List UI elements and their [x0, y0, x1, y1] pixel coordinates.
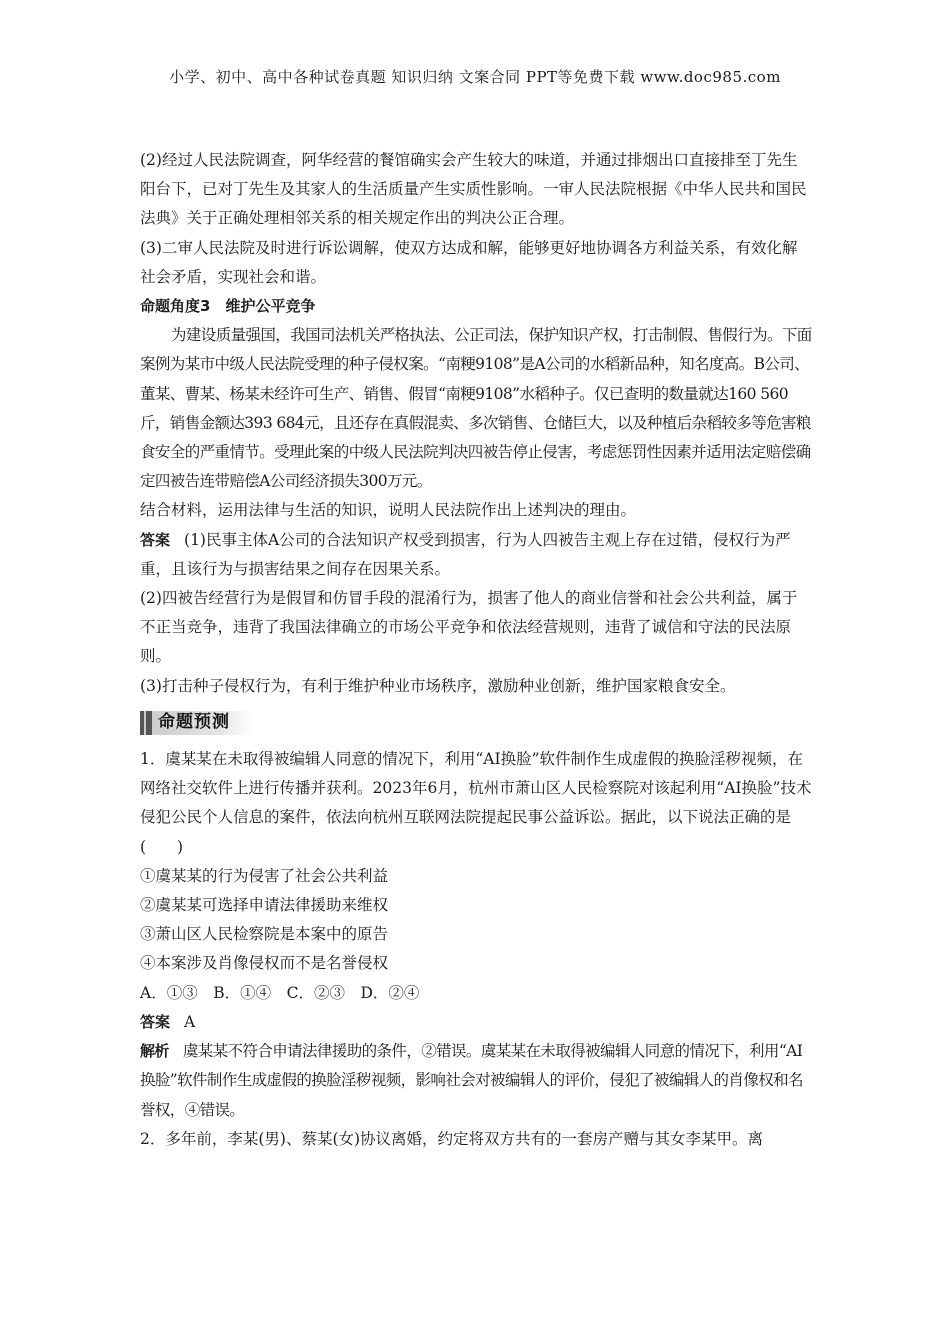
angle3-answer-1 [140, 526, 812, 584]
q2-stem: 2．多年前，李某(男)、蔡某(女)协议离婚，约定将双方共有的一套房产赠与其女李某甲。离 [140, 1129, 764, 1148]
answer-label: 答案 [140, 1012, 171, 1031]
q1-option-3: ③萧山区人民检察院是本案中的原告 [140, 925, 389, 944]
analysis-label: 解析 [140, 1042, 169, 1061]
q1-option-1: ①虞某某的行为侵害了社会公共利益 [140, 866, 389, 885]
q1-stem: 1．虞某某在未取得被编辑人同意的情况下，利用“AI换脸”软件制作生成虚假的换脸淫秽视频，在网络社交软件上进行传播并获利。2023年6月，杭州市萧山区人民检察院对该起利用“AI换脸”技术侵犯公民个人信息的案件，依法向杭州互联网法院提起民事公益诉讼。据此，以下说法正确的是( ) [140, 750, 812, 856]
angle3-answer-2: (2)四被告经营行为是假冒和仿冒手段的混淆行为，损害了他人的商业信誉和社会公共利益，属于不正当竞争，违背了我国法律确立的市场公平竞争和依法经营规则，违背了诚信和守法的民法原则。 [140, 589, 798, 666]
q1-choices: A．①③ B．①④ C．②③ D．②④ [140, 983, 420, 1002]
prev-answer-2: (2)经过人民法院调查，阿华经营的餐馆确实会产生较大的味道，并通过排烟出口直接排至丁先生阳台下，已对丁先生及其家人的生活质量产生实质性影响。一审人民法院根据《中华人民共和国民法典》关于正确处理相邻关系的相关规定作出的判决公正合理。 [140, 151, 807, 228]
answer-label: 答案 [140, 530, 171, 549]
q1-analysis [140, 1037, 812, 1125]
section-banner [140, 711, 252, 735]
q1-option-4: ④本案涉及肖像侵权而不是名誉侵权 [140, 954, 389, 973]
prev-answer-3: (3)二审人民法院及时进行诉讼调解，使双方达成和解，能够更好地协调各方利益关系，有效化解社会矛盾，实现社会和谐。 [140, 238, 798, 286]
section-title: 命题预测 [158, 712, 230, 733]
angle3-material: 为建设质量强国，我国司法机关严格执法、公正司法，保护知识产权，打击制假、售假行为。下面案例为某市中级人民法院受理的种子侵权案。“南粳9108”是A公司的水稻新品种，知名度高。B公司、董某、曹某、杨某未经许可生产、销售、假冒“南粳9108”水稻种子。仅已查明的数量就达160 560斤，销售金额达393 684元，且还存在真假混卖、多次销售、仓储巨大，以及种植后杂稻较多等危害粮食安全的严重情节。受理此案的中级人民法院判决四被告停止侵害，考虑惩罚性因素并适用法定赔偿确定四被告连带赔偿A公司经济损失300万元。 [140, 326, 812, 491]
q1-option-2: ②虞某某可选择申请法律援助来维权 [140, 896, 389, 915]
page-header: 小学、初中、高中各种试卷真题 知识归纳 文案合同 PPT等免费下载 www.doc985.com [169, 68, 781, 86]
banner-bars-icon [140, 711, 152, 735]
analysis-text: 虞某某不符合申请法律援助的条件，②错误。虞某某在未取得被编辑人同意的情况下，利用“AI换脸”软件制作生成虚假的换脸淫秽视频，影响社会对被编辑人的评价，侵犯了被编辑人的肖像权和名誉权，④错误。 [140, 1042, 803, 1119]
answer-value: A [184, 1012, 196, 1031]
q1-answer [140, 1008, 812, 1037]
angle3-title: 命题角度3 维护公平竞争 [140, 297, 316, 316]
document-body [140, 146, 812, 1154]
answer-text: (1)民事主体A公司的合法知识产权受到损害，行为人四被告主观上存在过错，侵权行为严重，且该行为与损害结果之间存在因果关系。 [140, 530, 791, 578]
angle3-answer-3: (3)打击种子侵权行为，有利于维护种业市场秩序，激励种业创新，维护国家粮食安全。 [140, 676, 736, 695]
angle3-question: 结合材料，运用法律与生活的知识，说明人民法院作出上述判决的理由。 [140, 501, 637, 520]
